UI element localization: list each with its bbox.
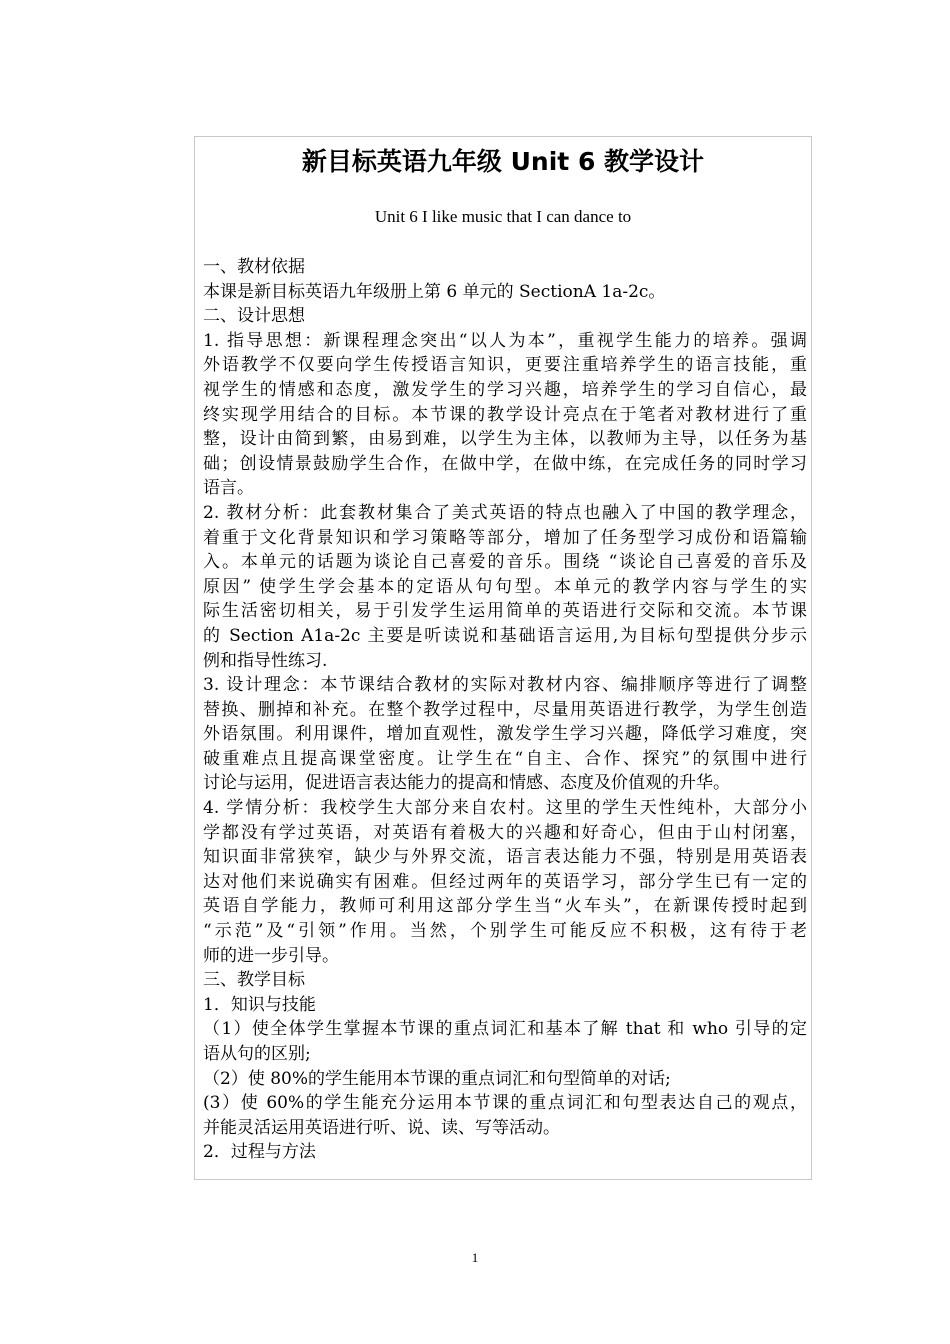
document-body — [203, 255, 807, 1165]
text-line: 三、教学目标 — [203, 970, 305, 991]
document-title: 新目标英语九年级 Unit 6 教学设计 — [301, 147, 705, 176]
document-subtitle: Unit 6 I like music that I can dance to — [374, 207, 632, 226]
text-line: (3）使 60%的学生能充分运用本节课的重点词汇和句型表达自己的观点， — [203, 1093, 807, 1114]
page-number: 1 — [471, 1250, 479, 1265]
text-line: 终实现学用结合的目标。本节课的教学设计亮点在于笔者对教材进行了重 — [203, 404, 807, 425]
text-line: 1．知识与技能 — [203, 994, 316, 1015]
text-line: 2．过程与方法 — [203, 1142, 316, 1163]
text-line: 本课是新目标英语九年级册上第 6 单元的 SectionA 1a-2c。 — [203, 281, 666, 302]
text-line: 讨论与运用，促进语言表达能力的提高和情感、态度及价值观的升华。 — [203, 773, 730, 794]
text-line: 外语教学不仅要向学生传授语言知识，更要注重培养学生的语言技能，重 — [203, 355, 807, 376]
text-line: 础；创设情景鼓励学生合作，在做中学，在做中练，在完成任务的同时学习 — [203, 453, 807, 474]
text-line: 学都没有学过英语，对英语有着极大的兴趣和好奇心，但由于山村闭塞， — [203, 822, 807, 843]
text-line: “示范”及“引领”作用。当然，个别学生可能反应不积极，这有待于老 — [203, 921, 807, 942]
text-line: 例和指导性练习. — [203, 650, 328, 671]
text-line: 语从句的区别; — [203, 1044, 311, 1064]
text-line: 一、教材依据 — [203, 257, 305, 277]
text-line: 达对他们来说确实有困难。但经过两年的英语学习，部分学生已有一定的 — [203, 871, 807, 892]
text-line: 视学生的情感和态度，激发学生的学习兴趣，培养学生的学习自信心，最 — [203, 379, 807, 400]
text-line: （2）使 80%的学生能用本节课的重点词汇和句型简单的对话; — [203, 1068, 671, 1089]
text-line: 知识面非常狭窄，缺少与外界交流，语言表达能力不强，特别是用英语表 — [203, 847, 807, 868]
text-line: 并能灵活运用英语进行听、说、读、写等活动。 — [203, 1117, 560, 1138]
text-line: 入。本单元的话题为谈论自己喜爱的音乐。围绕 “谈论自己喜爱的音乐及 — [203, 552, 807, 573]
text-line: 外语氛围。利用课件，增加直观性，激发学生学习兴趣，降低学习难度，突 — [203, 724, 807, 745]
text-line: 原因” 使学生学会基本的定语从句句型。本单元的教学内容与学生的实 — [203, 576, 807, 597]
text-line: 二、设计思想 — [203, 306, 305, 327]
text-line: 2. 教材分析：此套教材集合了美式英语的特点也融入了中国的教学理念， — [203, 502, 807, 523]
text-line: 师的进一步引导。 — [203, 945, 339, 966]
text-line: 破重难点且提高课堂密度。让学生在“自主、合作、探究”的氛围中进行 — [203, 748, 807, 769]
text-line: 整，设计由简到繁，由易到难，以学生为主体，以教师为主导，以任务为基 — [203, 429, 807, 450]
text-line: 4. 学情分析：我校学生大部分来自农村。这里的学生天性纯朴，大部分小 — [203, 798, 807, 819]
text-line: 3. 设计理念：本节课结合教材的实际对教材内容、编排顺序等进行了调整 — [203, 675, 807, 696]
text-line: 语言。 — [203, 478, 254, 499]
text-line: 替换、删掉和补充。在整个教学过程中，尽量用英语进行教学，为学生创造 — [203, 699, 807, 720]
text-line: 1. 指导思想：新课程理念突出“以人为本”，重视学生能力的培养。强调 — [203, 330, 807, 351]
text-line: 着重于文化背景知识和学习策略等部分，增加了任务型学习成份和语篇输 — [203, 527, 807, 548]
text-line: 英语自学能力，教师可利用这部分学生当“火车头”，在新课传授时起到 — [203, 896, 807, 917]
text-line: （1）使全体学生掌握本节课的重点词汇和基本了解 that 和 who 引导的定 — [203, 1019, 807, 1040]
text-line: 的 Section A1a-2c 主要是听读说和基础语言运用,为目标句型提供分步示 — [203, 625, 807, 646]
text-line: 际生活密切相关，易于引发学生运用简单的英语进行交际和交流。本节课 — [203, 601, 807, 622]
